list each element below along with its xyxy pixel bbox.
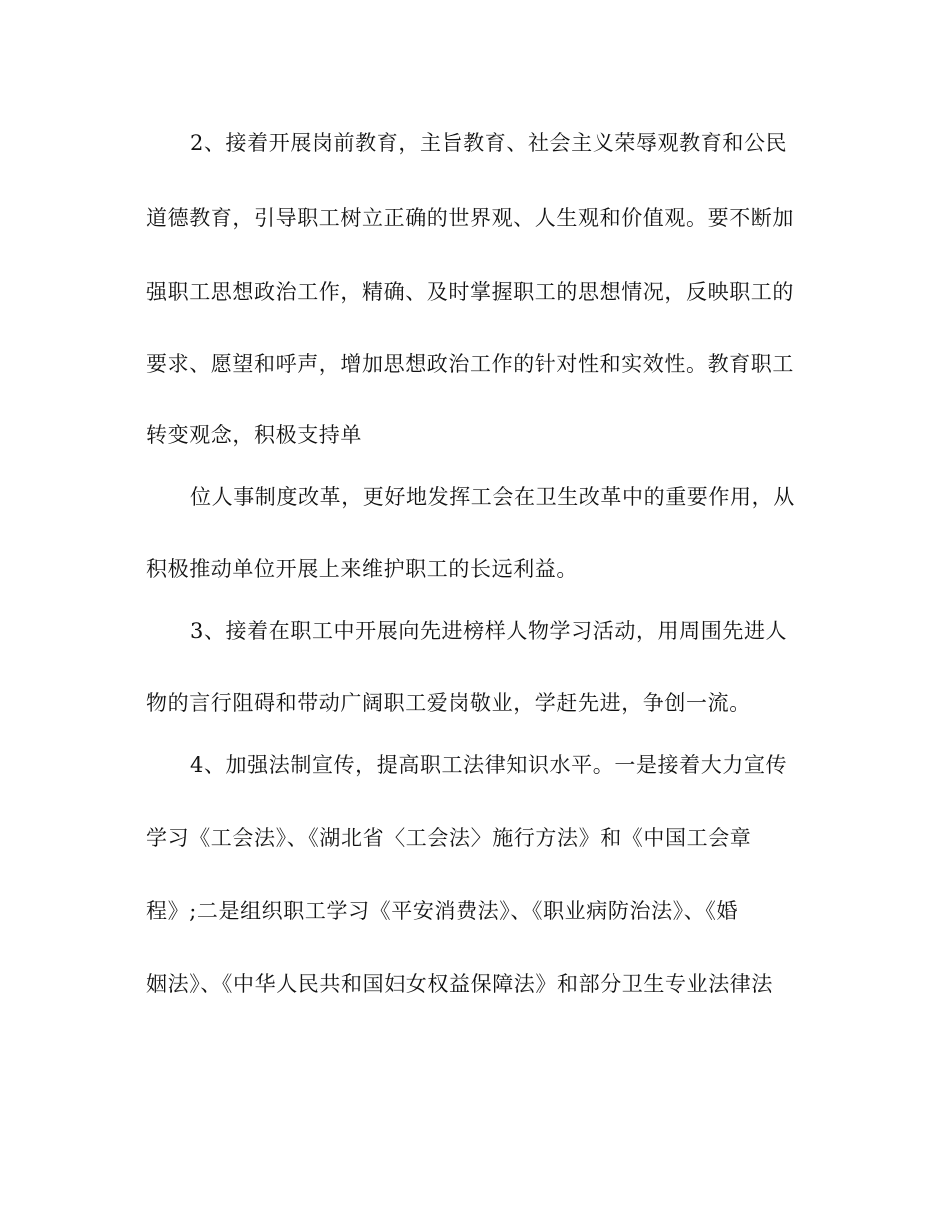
- paragraph-2-line-5: 转变观念，积极支持单: [146, 423, 362, 447]
- paragraph-4-line-1: 4、加强法制宣传，提高职工法律知识水平。一是接着大力宣传: [190, 753, 788, 777]
- paragraph-4-line-3: 程》;二是组织职工学习《平安消费法》、《职业病防治法》、《婚: [146, 899, 739, 923]
- paragraph-4-line-2: 学习《工会法》、《湖北省〈工会法〉施行方法》和《中国工会章: [146, 826, 752, 850]
- paragraph-cont-line-1: 位人事制度改革，更好地发挥工会在卫生改革中的重要作用，从: [190, 485, 795, 509]
- paragraph-4-line-4: 姻法》、《中华人民共和国妇女权益保障法》和部分卫生专业法律法: [146, 972, 773, 996]
- paragraph-3-line-2: 物的言行阻碍和带动广阔职工爱岗敬业，学赶先进，争创一流。: [146, 691, 751, 715]
- paragraph-3-line-1: 3、接着在职工中开展向先进榜样人物学习活动，用周围先进人: [190, 619, 788, 643]
- paragraph-2-line-2: 道德教育，引导职工树立正确的世界观、人生观和价值观。要不断加: [146, 206, 794, 230]
- paragraph-2-line-4: 要求、愿望和呼声，增加思想政治工作的针对性和实效性。教育职工: [146, 352, 794, 376]
- paragraph-2-line-1: 2、接着开展岗前教育，主旨教育、社会主义荣辱观教育和公民: [190, 131, 788, 155]
- paragraph-2-line-3: 强职工思想政治工作，精确、及时掌握职工的思想情况，反映职工的: [146, 280, 794, 304]
- paragraph-cont-line-2: 积极推动单位开展上来维护职工的长远利益。: [146, 557, 578, 581]
